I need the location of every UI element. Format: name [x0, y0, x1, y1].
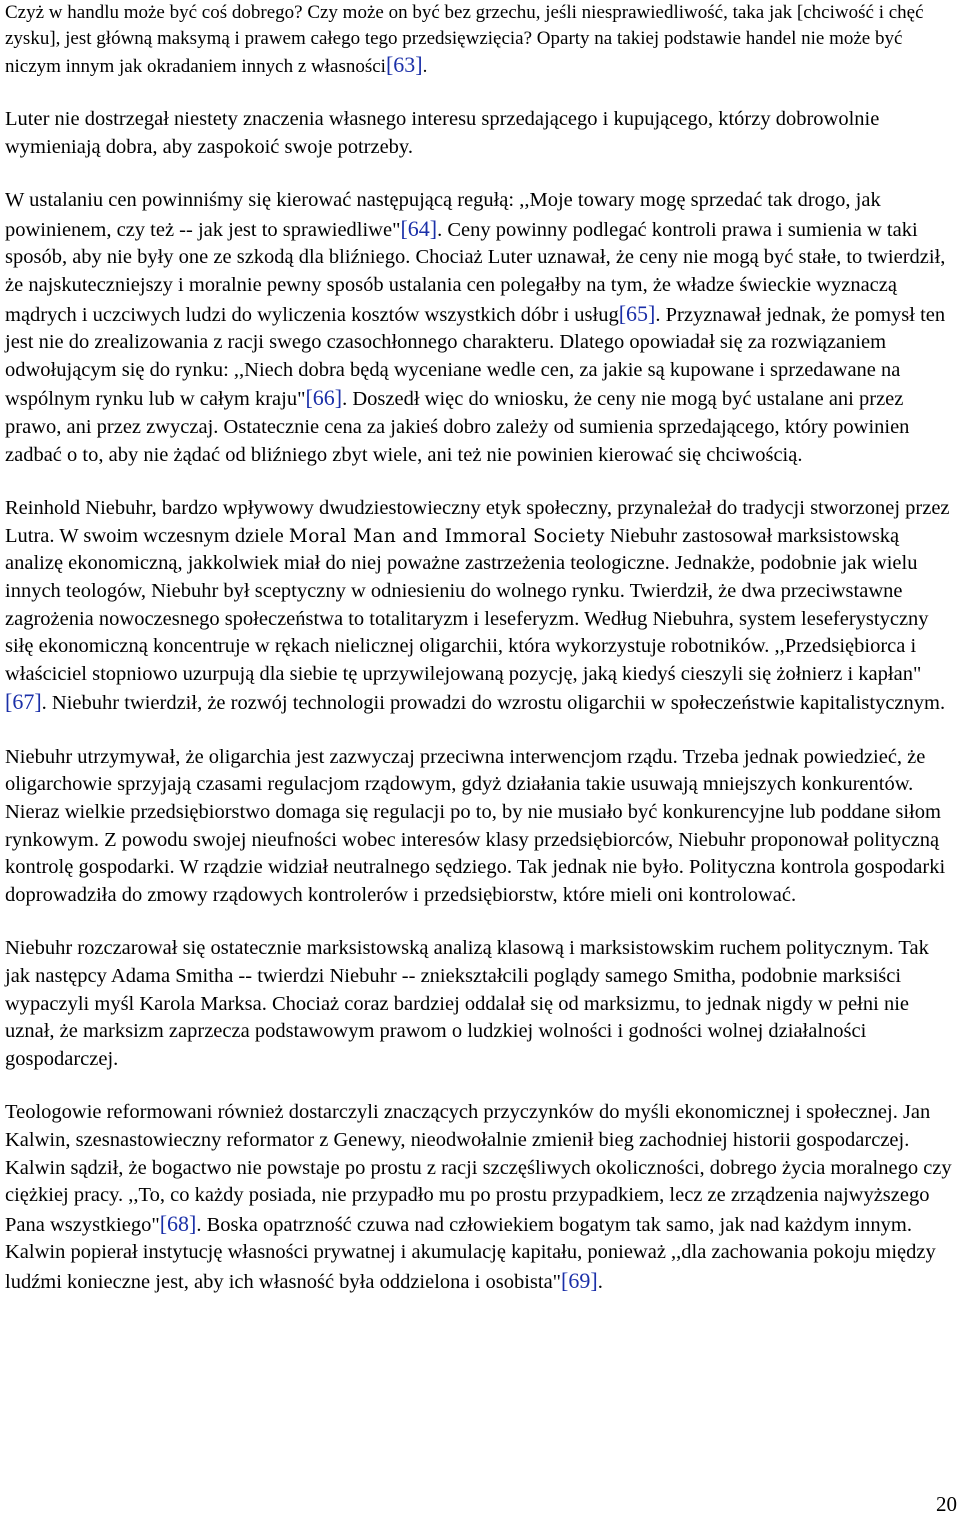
paragraph-text: Teologowie reformowani również dostarczyli znaczących przyczynków do myśli ekonomicznej i społecznej. Jan Kalwin, szesnastowieczny reformator z Genewy, nieodwołalnie zmienił bieg zachodniej historii gospodarczej. Kalwin sądził, że bogactwo nie powstaje po prostu z racji szczęśliwych okoliczności, dobrego życia moralnego czy ciężkiej pracy. ,,To, co każdy posiada, nie przypadło mu po prostu przypadkiem, lecz ze zrządzenia najwyższego Pana wszystkiego" — [5, 1101, 952, 1236]
footnote-link-67[interactable]: [67] — [5, 689, 42, 715]
paragraph-luther-interest — [5, 106, 955, 161]
footnote-link-66[interactable]: [66] — [305, 385, 343, 411]
page-number: 20 — [936, 1492, 957, 1516]
paragraph-calvin — [5, 1099, 955, 1296]
paragraph-text: W ustalaniu cen powinniśmy się kierować następującą regułą: ,,Moje towary mogę sprzedać tak drogo, jak powinienem, czy też -- jak jest to sprawiedliwe" — [5, 189, 881, 241]
paragraph-text: . — [597, 1270, 603, 1293]
paragraph-text: Luter nie dostrzegał niestety znaczenia własnego interesu sprzedającego i kupującego, którzy dobrowolnie wymieniają dobra, aby zaspokoić swoje potrzeby. — [5, 108, 880, 158]
paragraph-text: . Doszedł więc do wniosku, że ceny nie mogą być ustalane ani przez prawo, ani przez zwyczaj. Ostatecznie cena za jakieś dobro zależy od sumienia sprzedającego, który powinien zadbać o to, aby nie żądać od bliźniego zbyt wiele, ani też nie powinien kierować się chciwością. — [5, 388, 910, 466]
paragraph-text: . Niebuhr twierdził, że rozwój technologii prowadzi do wzrostu oligarchii w społeczeństwie kapitalistycznym. — [41, 692, 946, 715]
paragraph-gap — [5, 909, 955, 935]
footnote-link-69[interactable]: [69] — [561, 1267, 598, 1293]
paragraph-luther-quote — [5, 0, 955, 80]
paragraph-price-rule — [5, 187, 955, 469]
paragraph-text: . Boska opatrzność czuwa nad człowiekiem bogatym tak samo, jak nad każdym innym. Kalwin popierał instytucję własności prywatnej i akumulację kapitału, ponieważ ,,dla zachowania pokoju między ludźmi konieczne jest, aby ich własność była oddzielona i osobista" — [5, 1213, 936, 1293]
paragraph-text: . Ceny powinny podlegać kontroli prawa i sumienia w taki sposób, aby nie były one ze szkodą dla bliźniego. Chociaż Luter uznawał, że ceny nie mogą być stałe, to twierdził, że najskuteczniejszy i moralnie pewny sposób ustalania cen polegałby na tym, że władze świeckie wyznaczą mądrych i uczciwych ludzi do wyliczenia kosztów wszystkich dóbr i usług — [5, 218, 946, 326]
paragraph-text: . — [422, 56, 428, 77]
paragraph-niebuhr-intro — [5, 495, 955, 718]
paragraph-marxism — [5, 935, 955, 1073]
paragraph-text: Niebuhr utrzymywał, że oligarchia jest zazwyczaj przeciwna interwencjom rządu. Trzeba jednak powiedzieć, że oligarchowie sprzyjają czasami regulacjom rządowym, gdyż działania takie usuwają mniejszych konkurentów. Nieraz wielkie przedsiębiorstwo domaga się regulacji po to, by nie musiało być konkurencyjne lub poddane siłom rynkowym. Z powodu swojej nieufności wobec interesów klasy przedsiębiorców, Niebuhr proponował polityczną kontrolę gospodarki. W rządzie widział neutralnego sędziego. Tak jednak nie było. Polityczna kontrola gospodarki doprowadziła do zmowy rządowych kontrolerów i przedsiębiorstw, które mieli oni kontrolować. — [5, 745, 946, 906]
paragraph-gap — [5, 161, 955, 187]
footnote-link-68[interactable]: [68] — [159, 1210, 197, 1236]
paragraph-gap — [5, 80, 955, 106]
footnote-link-64[interactable]: [64] — [400, 215, 438, 241]
paragraph-gap — [5, 1073, 955, 1099]
paragraph-text: Niebuhr rozczarował się ostatecznie marksistowską analizą klasową i marksistowskim ruchem politycznym. Tak jak następcy Adama Smitha -- twierdzi Niebuhr -- zniekształcili poglądy samego Smitha, podobnie marksiści wypaczyli myśl Karola Marksa. Chociaż coraz bardziej oddalał się od marksizmu, to jednak nigdy w pełni nie uznał, że marksizm zaprzecza podstawowym prawom o ludzkiej wolności i godności wolnej działalności gospodarczej. — [5, 937, 929, 1070]
paragraph-text: Reinhold Niebuhr, bardzo wpływowy dwudziestowieczny etyk społeczny, przynależał do tradycji stworzonej przez Lutra. W swoim wczesnym dziele — [5, 497, 950, 547]
footnote-link-65[interactable]: [65] — [618, 300, 656, 326]
footnote-link-63[interactable]: [63] — [385, 52, 423, 77]
paragraph-text: . Przyznawał jednak, że pomysł ten jest nie do zrealizowania z racji swego czasochłonnego charakteru. Dlatego opowiadał się za rozwiązaniem odwołującym się do rynku: ,,Niech dobra będą wyceniane wedle cen, za jakie są kupowane i sprzedawane na wspólnym rynku lub w całym kraju" — [5, 303, 946, 411]
book-title: Moral Man and Immoral Society — [288, 525, 605, 547]
document-page — [5, 0, 955, 1297]
paragraph-text: Czyż w handlu może być coś dobrego? Czy może on być bez grzechu, jeśli niesprawiedliwość, taka jak [chciwość i chęć zysku], jest główną maksymą i prawem całego tego przedsięwzięcia? Oparty na takiej podstawie handel nie może być niczym innym jak okradaniem innych z własności — [5, 2, 924, 77]
paragraph-gap — [5, 718, 955, 744]
paragraph-text: Niebuhr zastosował marksistowską analizę ekonomiczną, jakkolwiek miał do niej poważne zastrzeżenia teologiczne. Jednakże, podobnie jak wielu innych teologów, Niebuhr był sceptyczny w odniesieniu do wolnego rynku. Twierdził, że dwa przeciwstawne zagrożenia nowoczesnego społeczeństwa to totalitaryzm i leseferyzm. Według Niebuhra, system leseferystyczny siłę ekonomiczną koncentruje w rękach nielicznej oligarchii, która wykorzystuje robotników. ,,Przedsiębiorca i właściciel stopniowo uzurpują dla siebie tę uprzywilejowaną pozycję, jaką kiedyś cieszyli się żołnierz i kapłan" — [5, 524, 929, 685]
paragraph-oligarchy — [5, 744, 955, 910]
paragraph-gap — [5, 469, 955, 495]
